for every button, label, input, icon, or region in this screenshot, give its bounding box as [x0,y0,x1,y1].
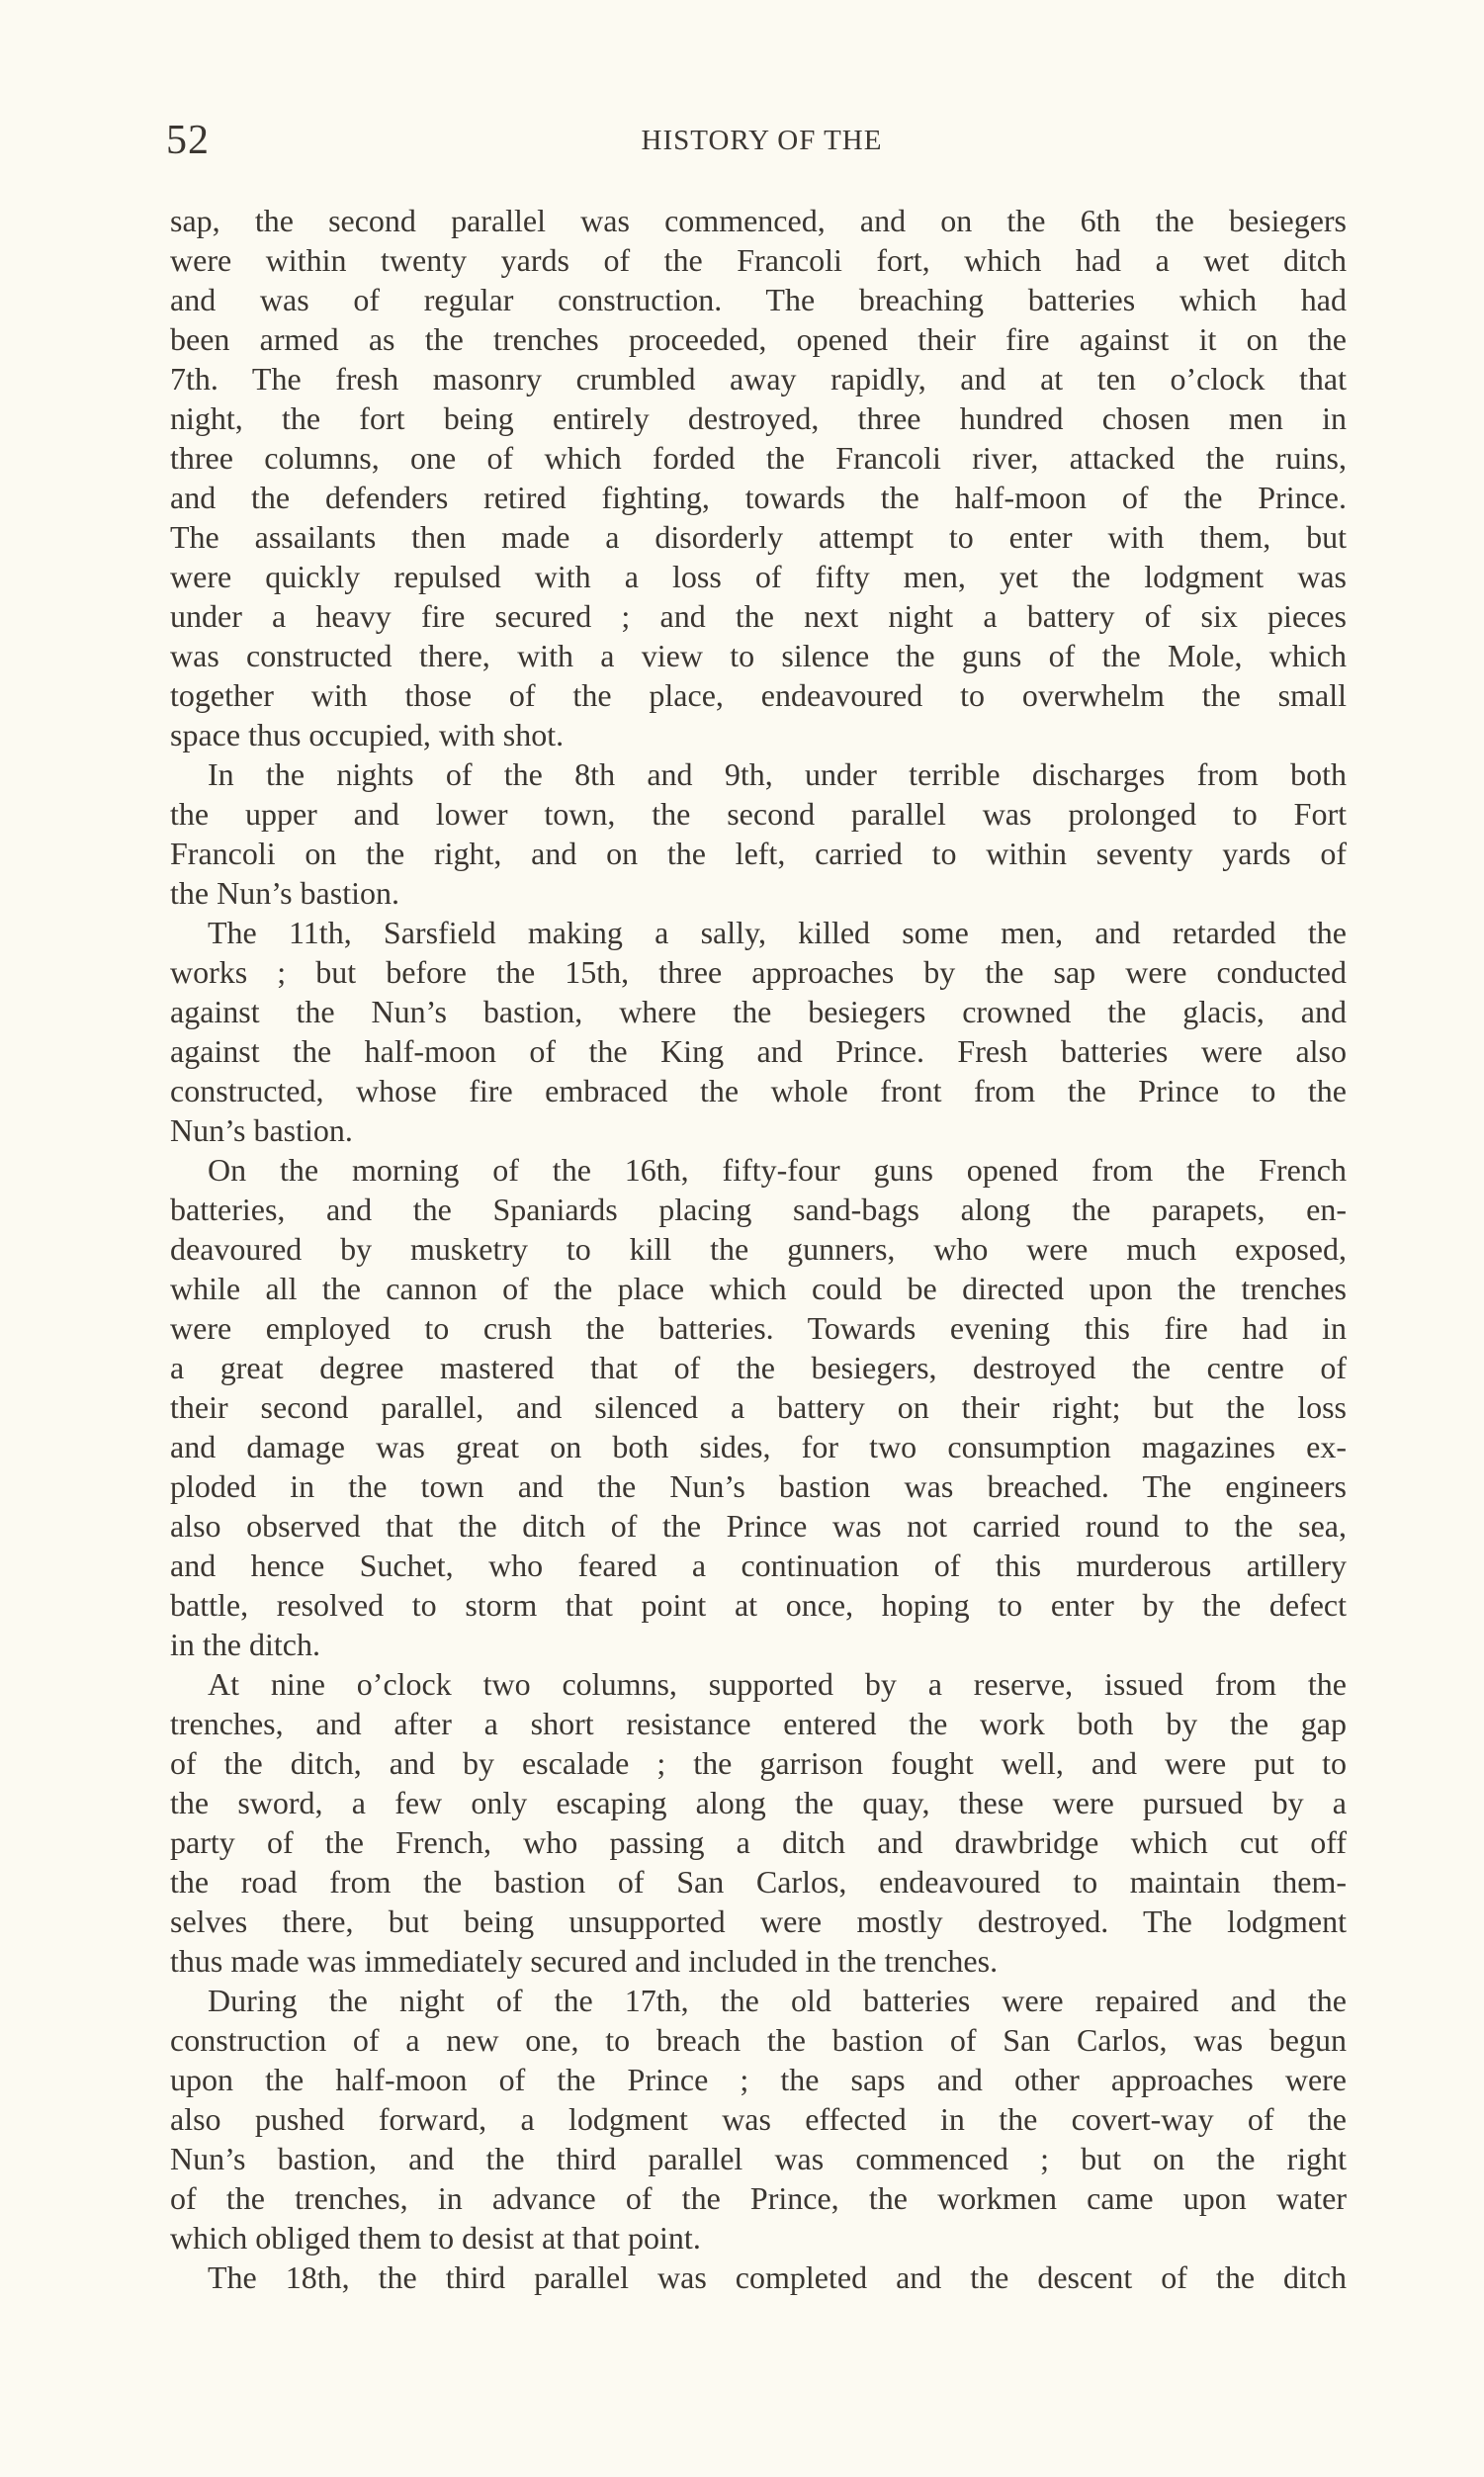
text-line: the Nun’s bastion. [170,875,399,911]
text-line: The 18th, the third parallel was completed and the descent of the ditch [208,2259,1347,2295]
text-line: while all the cannon of the place which could be directed upon the trenches [170,1271,1347,1306]
text-line: works ; but before the 15th, three approaches by the sap were conducted [170,954,1347,990]
text-line: The 11th, Sarsfield making a sally, killed some men, and retarded the [208,915,1347,950]
text-line: of the trenches, in advance of the Prince, the workmen came upon water [170,2180,1347,2216]
text-line: the upper and lower town, the second parallel was prolonged to Fort [170,796,1347,832]
text-line: At nine o’clock two columns, supported by a reserve, issued from the [208,1666,1347,1702]
text-line: upon the half-moon of the Prince ; the saps and other approaches were [170,2062,1347,2097]
text-line: On the morning of the 16th, fifty-four guns opened from the French [208,1152,1347,1188]
text-line: construction of a new one, to breach the bastion of San Carlos, was begun [170,2022,1347,2058]
text-line: thus made was immediately secured and included in the trenches. [170,1943,999,1979]
text-line: The assailants then made a disorderly attempt to enter with them, but [170,519,1347,555]
text-line: constructed, whose fire embraced the whole front from the Prince to the [170,1073,1347,1108]
text-line: their second parallel, and silenced a battery on their right; but the loss [170,1389,1347,1425]
body-text [170,201,1347,2297]
page-number: 52 [166,118,210,163]
text-line: selves there, but being unsupported were mostly destroyed. The lodgment [170,1903,1347,1939]
text-line: also pushed forward, a lodgment was effected in the covert-way of the [170,2101,1347,2137]
text-line: Nun’s bastion. [170,1112,353,1148]
text-line: trenches, and after a short resistance entered the work both by the gap [170,1706,1347,1741]
text-line: battle, resolved to storm that point at once, hoping to enter by the defect [170,1587,1347,1623]
text-line: was constructed there, with a view to silence the guns of the Mole, which [170,638,1347,673]
text-line: were within twenty yards of the Francoli fort, which had a wet ditch [170,242,1347,278]
text-line: a great degree mastered that of the besiegers, destroyed the centre of [170,1350,1347,1385]
text-line: deavoured by musketry to kill the gunners, who were much exposed, [170,1231,1347,1267]
text-line: the sword, a few only escaping along the quay, these were pursued by a [170,1785,1347,1820]
text-line: which obliged them to desist at that point. [170,2220,701,2256]
text-line: Nun’s bastion, and the third parallel was commenced ; but on the right [170,2141,1347,2176]
text-line: night, the fort being entirely destroyed, three hundred chosen men in [170,400,1347,436]
text-line: under a heavy fire secured ; and the next night a battery of six pieces [170,598,1347,634]
text-line: were quickly repulsed with a loss of fifty men, yet the lodgment was [170,559,1347,594]
running-title: HISTORY OF THE [641,125,883,156]
text-line: of the ditch, and by escalade ; the garrison fought well, and were put to [170,1745,1347,1781]
text-line: in the ditch. [170,1627,320,1662]
text-line: against the Nun’s bastion, where the besiegers crowned the glacis, and [170,994,1347,1029]
text-line: and hence Suchet, who feared a continuation of this murderous artillery [170,1548,1347,1583]
text-line: During the night of the 17th, the old batteries were repaired and the [208,1983,1347,2018]
text-line: and damage was great on both sides, for two consumption magazines ex- [170,1429,1347,1464]
text-line: Francoli on the right, and on the left, carried to within seventy yards of [170,836,1347,871]
text-line: also observed that the ditch of the Prince was not carried round to the sea, [170,1508,1347,1544]
text-line: and was of regular construction. The breaching batteries which had [170,282,1347,317]
text-line: In the nights of the 8th and 9th, under terrible discharges from both [208,756,1347,792]
text-line: 7th. The fresh masonry crumbled away rapidly, and at ten o’clock that [170,361,1347,397]
text-line: were employed to crush the batteries. Towards evening this fire had in [170,1310,1347,1346]
text-line: ploded in the town and the Nun’s bastion was breached. The engineers [170,1468,1347,1504]
text-line: together with those of the place, endeavoured to overwhelm the small [170,677,1347,713]
text-line: and the defenders retired fighting, towards the half-moon of the Prince. [170,480,1347,515]
text-line: been armed as the trenches proceeded, opened their fire against it on the [170,321,1347,357]
text-line: space thus occupied, with shot. [170,717,565,752]
text-line: against the half-moon of the King and Prince. Fresh batteries were also [170,1033,1347,1069]
text-line: the road from the bastion of San Carlos, endeavoured to maintain them- [170,1864,1347,1900]
text-line: party of the French, who passing a ditch and drawbridge which cut off [170,1824,1347,1860]
text-line: sap, the second parallel was commenced, and on the 6th the besiegers [170,203,1347,238]
text-line: batteries, and the Spaniards placing sand-bags along the parapets, en- [170,1192,1347,1227]
text-line: three columns, one of which forded the Francoli river, attacked the ruins, [170,440,1347,476]
